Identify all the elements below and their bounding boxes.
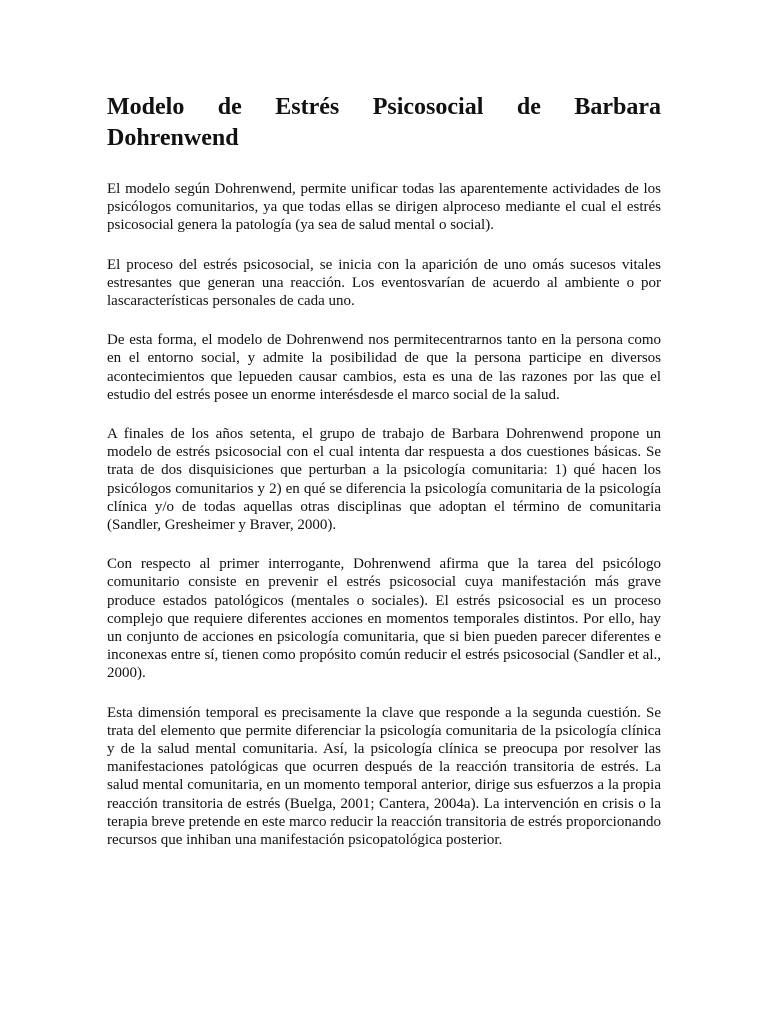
paragraph-5: Con respecto al primer interrogante, Dohrenwend afirma que la tarea del psicólogo comunitario consiste en prevenir el estrés psicosocial cuya manifestación más grave produce estados patológicos (mentales o sociales). El estrés psicosocial es un proceso complejo que requiere diferentes acciones en momentos temporales distintos. Por ello, hay un conjunto de acciones en psicología comunitaria, que si bien pueden parecer diferentes e inconexas entre sí, tienen como propósito común reducir el estrés psicosocial (Sandler et al., 2000). [107, 556, 661, 682]
document-title: Modelo de Estrés Psicosocial de Barbara Dohrenwend [107, 94, 661, 151]
paragraph-4: A finales de los años setenta, el grupo de trabajo de Barbara Dohrenwend propone un modelo de estrés psicosocial con el cual intenta dar respuesta a dos cuestiones básicas. Se trata de dos disquisiciones que perturban a la psicología comunitaria: 1) qué hacen los psicólogos comunitarios y 2) en qué se diferencia la psicología comunitaria de la psicología clínica y/o de todas aquellas otras disciplinas que adoptan el término de comunitaria (Sandler, Gresheimer y Braver, 2000). [107, 426, 661, 534]
paragraph-3: De esta forma, el modelo de Dohrenwend nos permitecentrarnos tanto en la persona como en el entorno social, y admite la posibilidad de que la persona participe en diversos acontecimientos que lepueden causar cambios, esta es una de las razones por las que el estudio del estrés posee un enorme interésdesde el marco social de la salud. [107, 332, 661, 403]
paragraph-6: Esta dimensión temporal es precisamente la clave que responde a la segunda cuestión. Se trata del elemento que permite diferenciar la psicología comunitaria de la psicología clínica y de la salud mental comunitaria. Así, la psicología clínica se preocupa por resolver las manifestaciones patológicas que ocurren después de la reacción transitoria de estrés. La salud mental comunitaria, en un momento temporal anterior, dirige sus esfuerzos a la propia reacción transitoria de estrés (Buelga, 2001; Cantera, 2004a). La intervención en crisis o la terapia breve pretende en este marco reducir la reacción transitoria de estrés proporcionando recursos que inhiban una manifestación psicopatológica posterior. [107, 704, 661, 849]
document-page [107, 92, 661, 870]
paragraph-1: El modelo según Dohrenwend, permite unificar todas las aparentemente actividades de los psicólogos comunitarios, ya que todas ellas se dirigen alproceso mediante el cual el estrés psicosocial genera la patología (ya sea de salud mental o social). [107, 181, 661, 234]
paragraph-2: El proceso del estrés psicosocial, se inicia con la aparición de uno omás sucesos vitales estresantes que generan una reacción. Los eventosvarían de acuerdo al ambiente o por lascaracterísticas personales de cada uno. [107, 256, 661, 310]
